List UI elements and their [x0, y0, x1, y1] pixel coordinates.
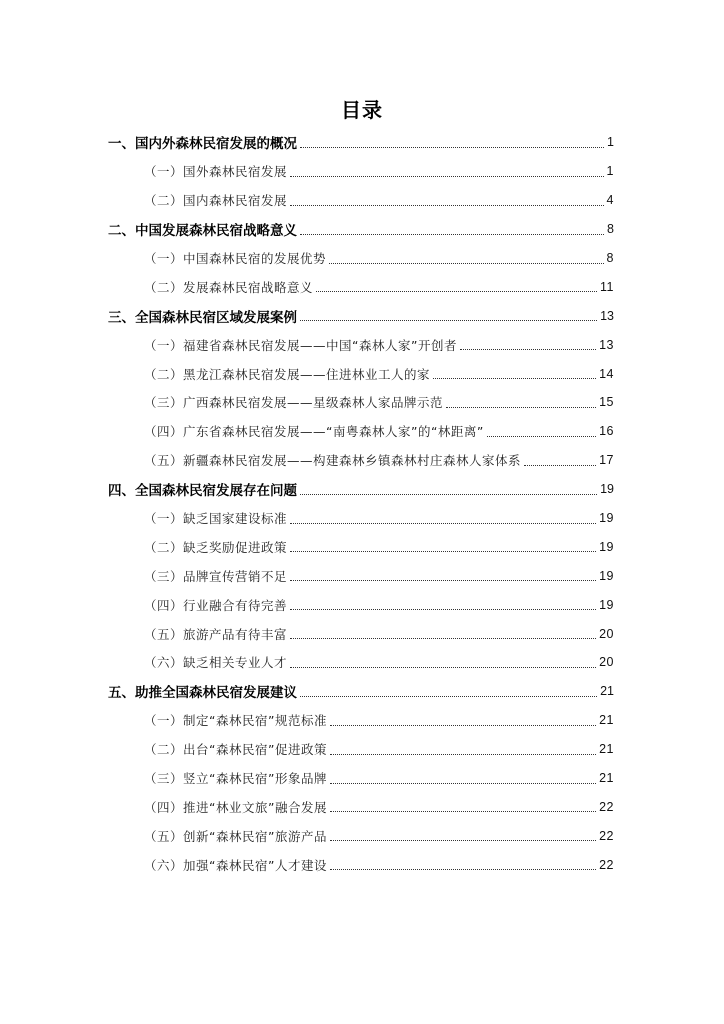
toc-subsection-entry[interactable] [108, 850, 614, 879]
toc-dot-leader [330, 840, 596, 841]
toc-dot-leader [329, 263, 604, 264]
toc-entry-title: （一）缺乏国家建设标准 [144, 511, 288, 527]
toc-dot-leader [300, 234, 604, 235]
toc-dot-leader [330, 754, 596, 755]
toc-page-number: 20 [599, 626, 614, 641]
toc-dot-leader [290, 176, 604, 177]
toc-dot-leader [433, 378, 596, 379]
toc-subsection-entry[interactable] [108, 561, 614, 590]
page-title: 目录 [341, 98, 383, 122]
toc-page-number: 19 [599, 568, 614, 583]
toc-dot-leader [290, 580, 596, 581]
toc-page-number: 4 [606, 193, 614, 208]
toc-page-number: 19 [599, 511, 614, 526]
toc-entry-title: （五）旅游产品有待丰富 [144, 626, 288, 642]
toc-dot-leader [290, 667, 596, 668]
toc-entry-title: （六）加强“森林民宿”人才建设 [144, 857, 327, 873]
toc-subsection-entry[interactable] [108, 706, 614, 735]
toc-entry-title: 四、全国森林民宿发展存在问题 [108, 483, 297, 500]
toc-page-number: 1 [607, 135, 614, 150]
toc-entry-title: （二）黑龙江森林民宿发展——住进林业工人的家 [144, 366, 431, 382]
toc-dot-leader [300, 494, 597, 495]
toc-page-number: 1 [606, 164, 614, 179]
toc-subsection-entry[interactable] [108, 648, 614, 677]
toc-section-entry[interactable] [108, 475, 614, 504]
toc-page-number: 8 [607, 222, 614, 237]
toc-dot-leader [330, 869, 596, 870]
toc-page-number: 21 [599, 771, 614, 786]
toc-entry-title: （二）发展森林民宿战略意义 [144, 279, 314, 295]
toc-subsection-entry[interactable] [108, 330, 614, 359]
toc-entry-title: （四）广东省森林民宿发展——“南粤森林人家”的“林距离” [144, 424, 484, 440]
toc-page-number: 19 [599, 539, 614, 554]
toc-entry-title: 五、助推全国森林民宿发展建议 [108, 685, 297, 702]
toc-subsection-entry[interactable] [108, 619, 614, 648]
toc-page-number: 22 [599, 857, 614, 872]
toc-dot-leader [330, 811, 596, 812]
toc-dot-leader [316, 291, 597, 292]
toc-page-number: 20 [599, 655, 614, 670]
toc-page-number: 14 [599, 366, 614, 381]
toc-section-entry[interactable] [108, 215, 614, 244]
toc-entry-title: （一）制定“森林民宿”规范标准 [144, 713, 327, 729]
table-of-contents [108, 128, 614, 879]
toc-entry-title: （三）品牌宣传营销不足 [144, 568, 288, 584]
toc-entry-title: （二）国内森林民宿发展 [144, 193, 288, 209]
toc-page-number: 19 [599, 597, 614, 612]
toc-entry-title: （三）竖立“森林民宿”形象品牌 [144, 771, 327, 787]
toc-dot-leader [290, 205, 604, 206]
toc-dot-leader [290, 609, 596, 610]
toc-subsection-entry[interactable] [108, 792, 614, 821]
toc-dot-leader [487, 436, 596, 437]
toc-subsection-entry[interactable] [108, 764, 614, 793]
toc-section-entry[interactable] [108, 677, 614, 706]
toc-subsection-entry[interactable] [108, 504, 614, 533]
toc-page-number: 13 [600, 308, 614, 323]
toc-entry-title: （三）广西森林民宿发展——星级森林人家品牌示范 [144, 395, 444, 411]
toc-subsection-entry[interactable] [108, 388, 614, 417]
toc-page-number: 21 [599, 742, 614, 757]
toc-entry-title: （四）推进“林业文旅”融合发展 [144, 799, 327, 815]
toc-dot-leader [290, 523, 596, 524]
toc-entry-title: （六）缺乏相关专业人才 [144, 655, 288, 671]
toc-page-number: 22 [599, 799, 614, 814]
toc-subsection-entry[interactable] [108, 821, 614, 850]
toc-dot-leader [290, 638, 596, 639]
toc-dot-leader [330, 783, 596, 784]
toc-subsection-entry[interactable] [108, 590, 614, 619]
toc-dot-leader [300, 320, 597, 321]
toc-page-number: 21 [599, 713, 614, 728]
toc-entry-title: （五）创新“森林民宿”旅游产品 [144, 828, 327, 844]
toc-page-number: 16 [599, 424, 614, 439]
toc-entry-title: 三、全国森林民宿区域发展案例 [108, 309, 297, 326]
toc-subsection-entry[interactable] [108, 446, 614, 475]
toc-dot-leader [290, 551, 596, 552]
toc-subsection-entry[interactable] [108, 157, 614, 186]
toc-subsection-entry[interactable] [108, 735, 614, 764]
toc-dot-leader [524, 465, 596, 466]
toc-page-number: 17 [599, 453, 614, 468]
toc-entry-title: （一）国外森林民宿发展 [144, 164, 288, 180]
toc-entry-title: （一）中国森林民宿的发展优势 [144, 251, 327, 266]
toc-page-number: 13 [599, 337, 614, 352]
toc-subsection-entry[interactable] [108, 359, 614, 388]
toc-entry-title: （一）福建省森林民宿发展——中国“森林人家”开创者 [144, 337, 457, 353]
toc-entry-title: （五）新疆森林民宿发展——构建森林乡镇森林村庄森林人家体系 [144, 453, 522, 469]
toc-entry-title: （二）出台“森林民宿”促进政策 [144, 742, 327, 758]
toc-entry-title: （二）缺乏奖励促进政策 [144, 539, 288, 555]
toc-page-number: 21 [600, 684, 614, 699]
toc-dot-leader [300, 696, 597, 697]
toc-subsection-entry[interactable] [108, 186, 614, 215]
toc-subsection-entry[interactable] [108, 417, 614, 446]
toc-entry-title: （四）行业融合有待完善 [144, 597, 288, 613]
toc-section-entry[interactable] [108, 128, 614, 157]
toc-entry-title: 二、中国发展森林民宿战略意义 [108, 223, 297, 240]
toc-page-number: 19 [600, 482, 614, 497]
toc-section-entry[interactable] [108, 301, 614, 330]
toc-page-number: 11 [600, 279, 614, 294]
toc-entry-title: 一、国内外森林民宿发展的概况 [108, 136, 297, 153]
toc-subsection-entry[interactable] [108, 532, 614, 561]
toc-subsection-entry[interactable] [108, 272, 614, 301]
toc-page-number: 15 [599, 395, 614, 410]
toc-dot-leader [446, 407, 596, 408]
toc-dot-leader [460, 349, 596, 350]
toc-dot-leader [300, 147, 604, 148]
toc-subsection-entry[interactable] [108, 244, 614, 273]
toc-page-number: 8 [606, 251, 614, 265]
toc-dot-leader [330, 725, 596, 726]
toc-page-number: 22 [599, 828, 614, 843]
